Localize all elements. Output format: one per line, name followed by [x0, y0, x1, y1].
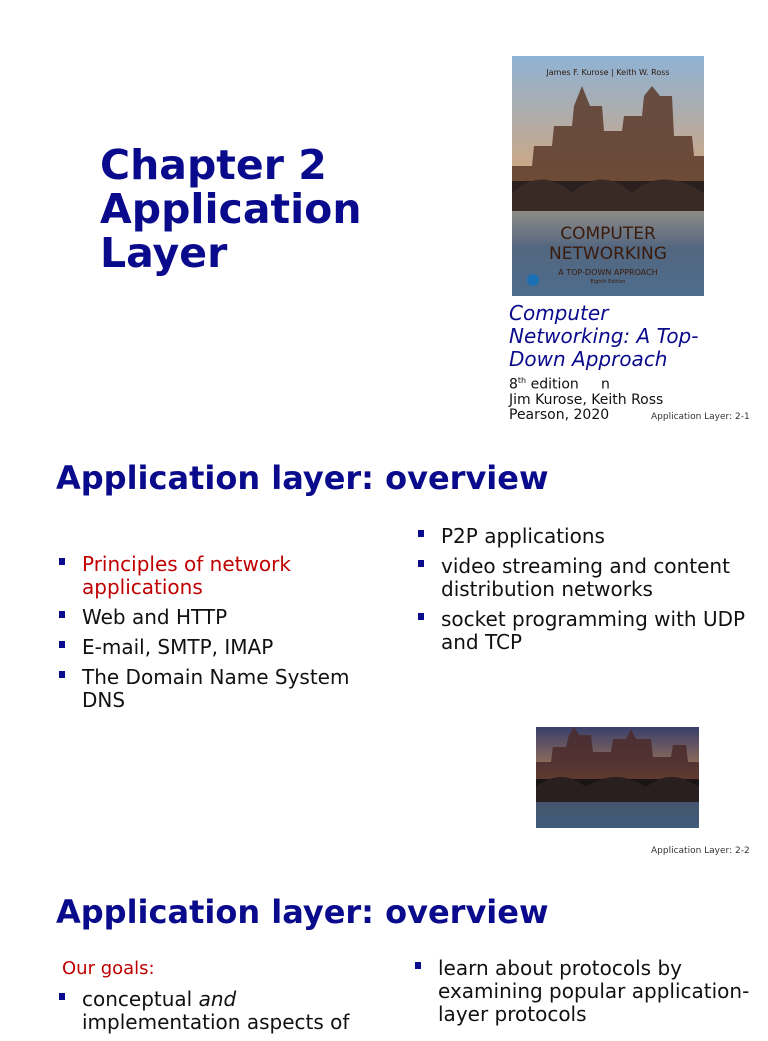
bullet-icon: [59, 993, 65, 1000]
bullet-icon: [59, 558, 65, 565]
bullet-icon: [59, 671, 65, 678]
book-title-line: Networking: A Top-: [509, 324, 699, 348]
cover-subtitle: A TOP-DOWN APPROACH: [558, 268, 658, 277]
slide1-title-line: Chapter 2: [100, 141, 327, 189]
list-item: conceptual and implementation aspects of: [56, 988, 376, 1034]
cover-authors: James F. Kurose | Keith W. Ross: [546, 68, 670, 77]
book-title-line: Computer: [509, 301, 609, 325]
slide2-footer: Application Layer: 2-2: [651, 846, 750, 856]
goals-label: Our goals:: [62, 958, 155, 979]
book-title-line: Down Approach: [509, 347, 668, 371]
bullet-icon: [415, 962, 421, 969]
list-item: The Domain Name System DNS: [56, 666, 376, 712]
slide1-title: [100, 143, 362, 275]
cover-title-1: COMPUTER: [560, 224, 656, 244]
cover-title-2: NETWORKING: [549, 244, 667, 264]
list-item: P2P applications: [415, 525, 755, 548]
bullet-icon: [418, 530, 424, 537]
slide3-title: Application layer: overview: [56, 893, 549, 931]
book-cover-image: [512, 56, 704, 296]
book-authors: Jim Kurose, Keith Ross: [509, 391, 664, 408]
slide2-right-list: [415, 525, 755, 661]
list-item: learn about protocols by examining popular application-layer protocols: [412, 957, 752, 1026]
list-item: E-mail, SMTP, IMAP: [56, 636, 376, 659]
edition-suffix: th: [517, 376, 527, 385]
book-info: [509, 302, 698, 423]
slide3-left-list: [56, 988, 376, 1041]
bullet-icon: [418, 613, 424, 620]
slide2-title: Application layer: overview: [56, 459, 549, 497]
slide1-title-line: Layer: [100, 229, 228, 277]
edition-text: edition n: [526, 376, 610, 393]
list-item: Principles of network applications: [56, 553, 376, 599]
cover-skyline-graphic: [512, 86, 704, 296]
bridge-photo-image: [536, 727, 699, 828]
bridge-graphic: [536, 727, 699, 828]
slide1-title-line: Application: [100, 185, 362, 233]
slide1-footer: Application Layer: 2-1: [651, 412, 750, 422]
cover-edition: Eighth Edition: [590, 279, 626, 285]
list-item: video streaming and content distribution networks: [415, 555, 755, 601]
edition-number: 8: [509, 376, 518, 393]
slide2-left-list: [56, 553, 376, 719]
list-item: socket programming with UDP and TCP: [415, 608, 755, 654]
bullet-icon: [59, 641, 65, 648]
book-edition: [509, 373, 698, 393]
bullet-icon: [418, 560, 424, 567]
publisher-logo-icon: [527, 274, 539, 286]
book-title: [509, 302, 698, 371]
slide3-right-list: [412, 957, 752, 1033]
list-item: Web and HTTP: [56, 606, 376, 629]
bullet-icon: [59, 611, 65, 618]
book-publisher: Pearson, 2020: [509, 406, 610, 423]
